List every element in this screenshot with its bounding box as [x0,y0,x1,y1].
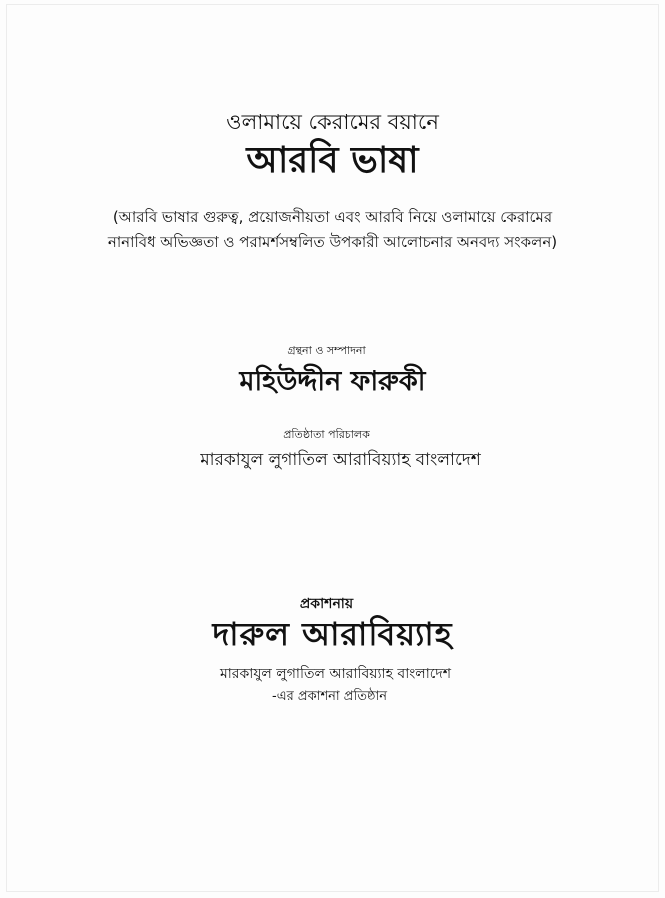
page-border [6,4,659,892]
book-description-line-2: নানাবিধ অভিজ্ঞতা ও পরামর্শসম্বলিত উপকারী আলোচনার অনবদ্য সংকলন) [107,233,558,251]
author-position-label: প্রতিষ্ঠাতা পরিচালক [283,428,370,441]
editor-role-label: গ্রন্থনা ও সম্পাদনা [287,344,366,357]
book-title: আরবি ভাষা [246,140,419,181]
publisher-suffix: -এর প্রকাশনা প্রতিষ্ঠান [272,689,387,704]
author-name: মহিউদ্দীন ফারুকী [239,366,426,397]
book-subtitle: ওলামায়ে কেরামের বয়ানে [226,110,439,134]
publisher-label: প্রকাশনায় [299,596,354,612]
book-description-line-1: (আরবি ভাষার গুরুত্ব, প্রয়োজনীয়তা এবং আরবি নিয়ে ওলামায়ে কেরামের [112,208,553,226]
publisher-name: দারুল আরাবিয়্যাহ [212,615,453,653]
publisher-organization: মারকাযুল লুগাতিল আরাবিয়্যাহ বাংলাদেশ [219,666,452,682]
author-organization: মারকাযুল লুগাতিল আরাবিয়্যাহ বাংলাদেশ [200,450,481,470]
